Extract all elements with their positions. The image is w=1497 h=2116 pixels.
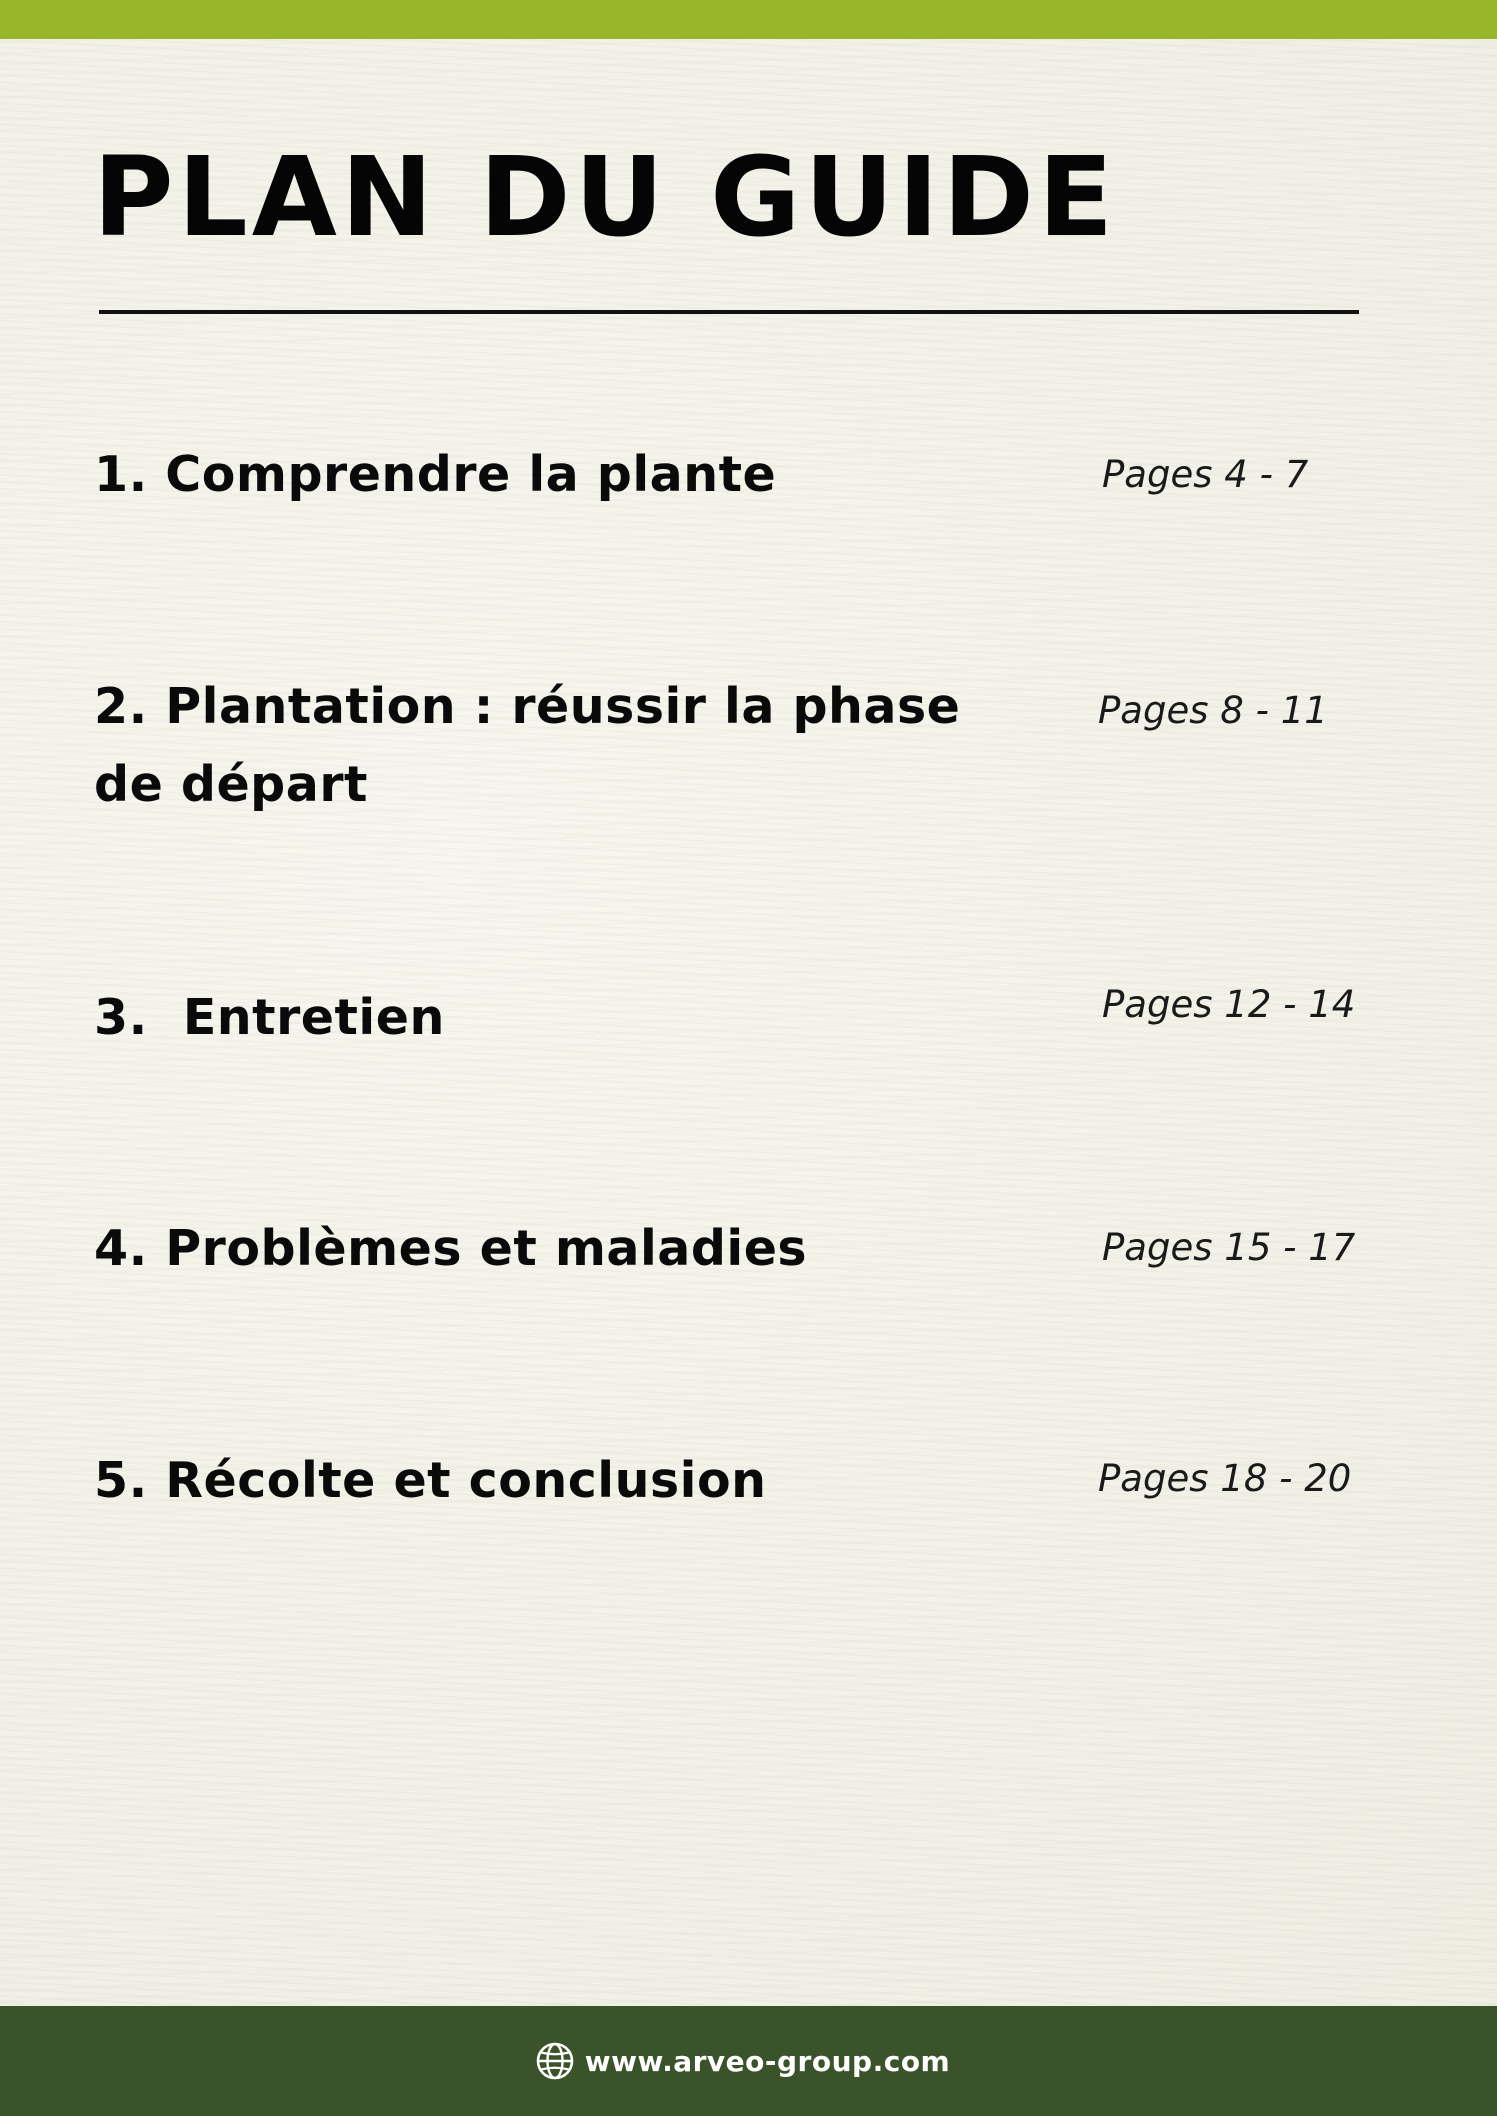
website-link[interactable] [535,2041,950,2081]
toc-item-pages: Pages 12 - 14 [1102,983,1356,1026]
toc-item-label: 4. Problèmes et maladies [94,1220,808,1277]
footer-bar [0,2006,1497,2116]
top-accent-bar [0,0,1497,39]
toc-item-label: 1. Comprendre la plante [94,446,777,503]
website-url[interactable]: www.arveo-group.com [584,2044,951,2078]
toc-item-pages: Pages 8 - 11 [1098,689,1328,732]
title-divider [99,310,1359,314]
page-title: PLAN DU GUIDE [93,133,1118,261]
toc-item-label: 3. Entretien [94,989,445,1046]
toc-item-pages: Pages 15 - 17 [1102,1226,1356,1269]
toc-item-pages: Pages 18 - 20 [1098,1457,1352,1500]
toc-item-label: 2. Plantation : réussir la phase de départ [94,678,978,813]
globe-icon [535,2041,575,2081]
toc-item-label: 5. Récolte et conclusion [94,1452,767,1509]
toc-item-pages: Pages 4 - 7 [1102,453,1309,496]
